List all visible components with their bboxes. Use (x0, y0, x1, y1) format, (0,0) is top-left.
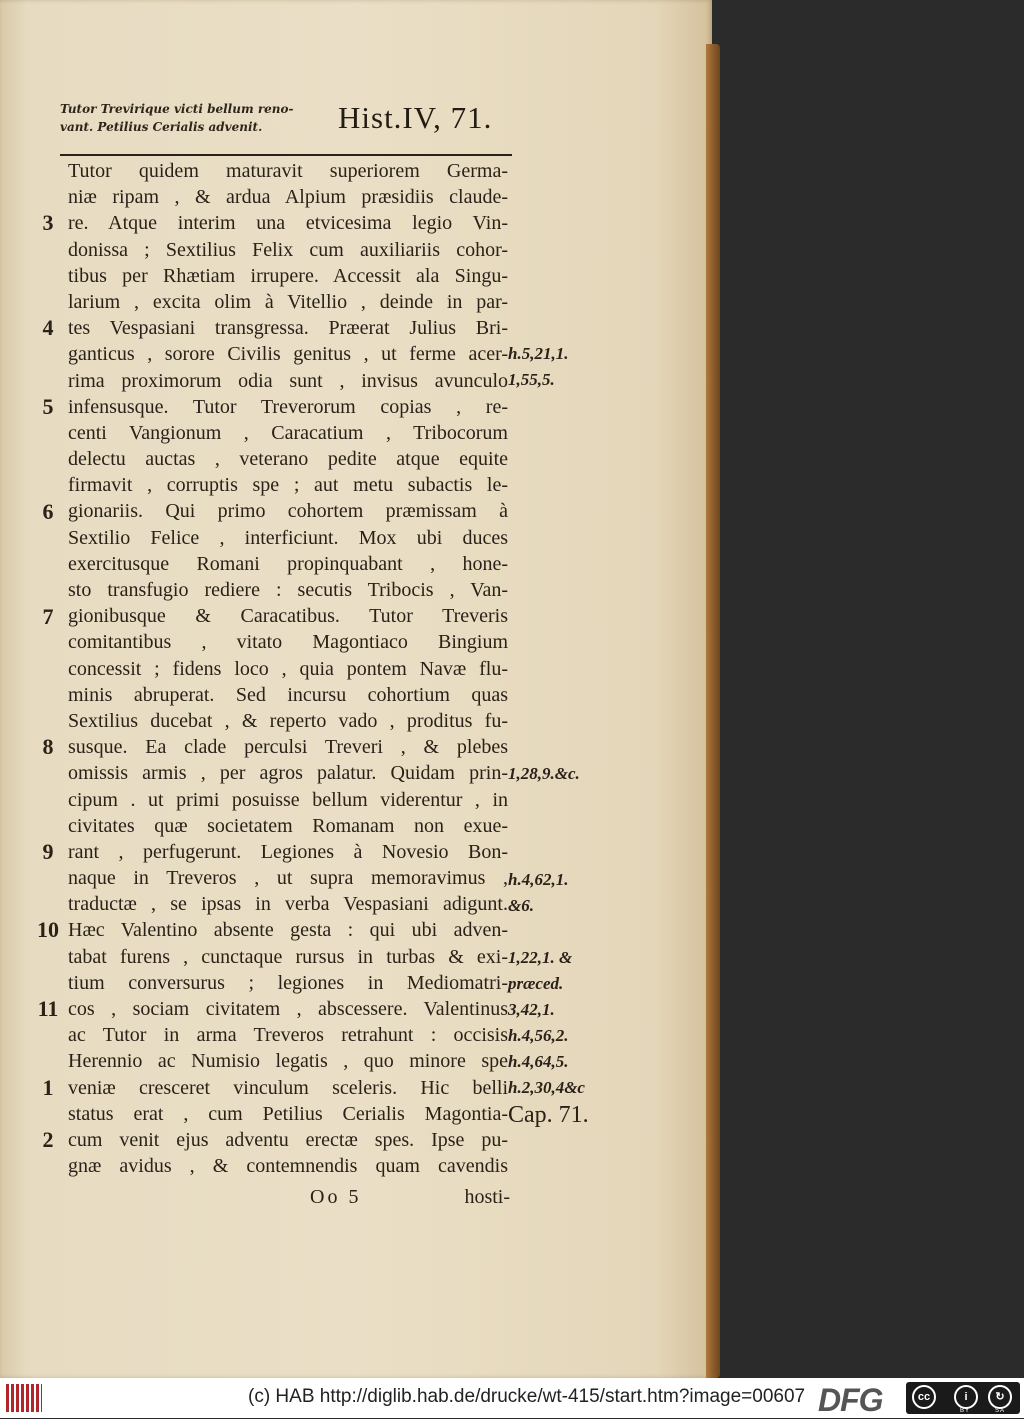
text-line: Tutor quidem maturavit superiorem Germa- (68, 160, 508, 182)
dfg-logo: DFG (818, 1382, 883, 1418)
text-line: status erat , cum Petilius Cerialis Magontia- (68, 1102, 508, 1125)
text-line: exercitusque Romani propinquabant , hone- (68, 552, 508, 575)
text-line: naque in Treveros , ut supra memoravimus , (68, 867, 508, 890)
section-number: 7 (42, 604, 54, 629)
text-line: cipum . ut primi posuisse bellum viderentur , in (68, 788, 508, 811)
section-number: 2 (42, 1127, 54, 1152)
text-line: centi Vangionum , Caracatium , Tribocorum (68, 421, 508, 444)
margin-note: 1,22,1. & (508, 948, 573, 967)
page-header (60, 100, 510, 156)
sa-label: SA (995, 1408, 1006, 1414)
margin-note: 3,42,1. (508, 1000, 555, 1019)
text-line: gionariis. Qui primo cohortem præmissam à (68, 500, 508, 523)
text-line: niæ ripam , & ardua Alpium præsidiis claude- (68, 186, 508, 209)
margin-note: præced. (508, 974, 564, 993)
text-line: rima proximorum odia sunt , invisus avunculo (68, 369, 508, 392)
text-line: donissa ; Sextilius Felix cum auxiliariis cohor- (68, 238, 508, 261)
cc-icon: cc (912, 1385, 936, 1409)
margin-note: h.4,64,5. (508, 1052, 569, 1071)
text-line: veniæ cresceret vinculum sceleris. Hic belli (68, 1076, 508, 1099)
text-line: tibus per Rhætiam irrupere. Accessit ala Singu- (68, 264, 508, 287)
margin-note: h.4,56,2. (508, 1026, 569, 1045)
running-title-line-2: vant. Petilius Cerialis advenit. (60, 120, 263, 134)
text-line: civitates quæ societatem Romanam non exue- (68, 814, 508, 837)
section-number: 9 (42, 839, 54, 864)
margin-note: &6. (508, 896, 534, 915)
text-line: ac Tutor in arma Treveros retrahunt : occisis (68, 1024, 508, 1047)
catchword: hosti- (464, 1186, 510, 1208)
section-number: 5 (42, 394, 54, 419)
header-rule (60, 154, 512, 156)
page-edge (706, 44, 720, 1378)
margin-note: h.2,30,4&c (508, 1078, 585, 1097)
by-attribution-icon: i (954, 1385, 978, 1409)
text-line: larium , excita olim à Vitellio , deinde in par- (68, 290, 508, 313)
text-line: Herennio ac Numisio legatis , quo minore spe (68, 1050, 508, 1073)
text-line: minis abruperat. Sed incursu cohortium quas (68, 683, 508, 706)
margin-note: h.4,62,1. (508, 870, 569, 889)
margin-note: 1,28,9.&c. (508, 764, 580, 783)
text-line: cos , sociam civitatem , abscessere. Valentinus (68, 998, 508, 1020)
text-line: rant , perfugerunt. Legiones à Novesio Bon- (68, 840, 508, 863)
section-number: 6 (42, 499, 54, 524)
text-line: comitantibus , vitato Magontiaco Bingium (68, 631, 508, 654)
text-line: Sextilio Felice , interficiunt. Mox ubi duces (68, 526, 508, 549)
text-line: tium conversurus ; legiones in Mediomatri- (68, 971, 508, 994)
body-text (68, 158, 508, 1179)
page-footer (310, 1186, 510, 1216)
text-line: tabat furens , cunctaque rursus in turbas & exi- (68, 945, 508, 968)
section-number: 3 (42, 210, 54, 235)
cc-license-badge[interactable] (906, 1382, 1020, 1414)
text-line: Sextilius ducebat , & reperto vado , proditus fu- (68, 709, 508, 732)
attribution-bar (0, 1378, 1024, 1418)
margin-note: 1,55,5. (508, 370, 555, 389)
signature-mark: Oo 5 (310, 1186, 362, 1208)
running-title-line-1: Tutor Trevirique victi bellum reno- (60, 102, 294, 116)
share-alike-icon: ↻ (988, 1385, 1012, 1409)
text-line: infensusque. Tutor Treverorum copias , re- (68, 395, 508, 418)
text-line: gnæ avidus , & contemnendis quam cavendis (68, 1155, 508, 1178)
section-number: 4 (42, 315, 54, 340)
page-reference: Hist.IV, 71. (338, 100, 493, 135)
text-line: firmavit , corruptis spe ; aut metu subactis le- (68, 474, 508, 497)
text-line: sto transfugio rediere : secutis Tribocis , Van- (68, 579, 508, 601)
margin-note: h.5,21,1. (508, 344, 569, 363)
section-number: 11 (37, 996, 59, 1021)
chapter-note: Cap. 71. (508, 1102, 589, 1128)
text-line: susque. Ea clade perculsi Treveri , & plebes (68, 736, 508, 759)
text-line: tes Vespasiani transgressa. Præerat Julius Bri- (68, 317, 508, 340)
text-line: omissis armis , per agros palatur. Quidam prin- (68, 762, 508, 785)
text-line: concessit ; fidens loco , quia pontem Navæ flu- (68, 657, 508, 680)
section-number: 8 (42, 734, 54, 759)
text-line: delectu auctas , veterano pedite atque equite (68, 448, 508, 471)
section-number: 10 (37, 917, 59, 942)
text-line: re. Atque interim una etvicesima legio Vin- (68, 212, 508, 235)
text-line: gionibusque & Caracatibus. Tutor Treveris (68, 605, 508, 628)
text-line: cum venit ejus adventu erectæ spes. Ipse pu- (68, 1128, 508, 1151)
running-title (60, 100, 335, 136)
text-line: traductæ , se ipsas in verba Vespasiani adigunt. (68, 893, 508, 916)
text-line: ganticus , sorore Civilis genitus , ut ferme acer- (68, 343, 508, 366)
copyright-link[interactable]: (c) HAB http://diglib.hab.de/drucke/wt-415/start.htm?image=00607 (248, 1386, 806, 1407)
barcode-icon (6, 1384, 42, 1412)
section-number: 1 (42, 1075, 54, 1100)
text-line: Hæc Valentino absente gesta : qui ubi adven- (68, 919, 508, 942)
by-label: BY (960, 1408, 971, 1414)
